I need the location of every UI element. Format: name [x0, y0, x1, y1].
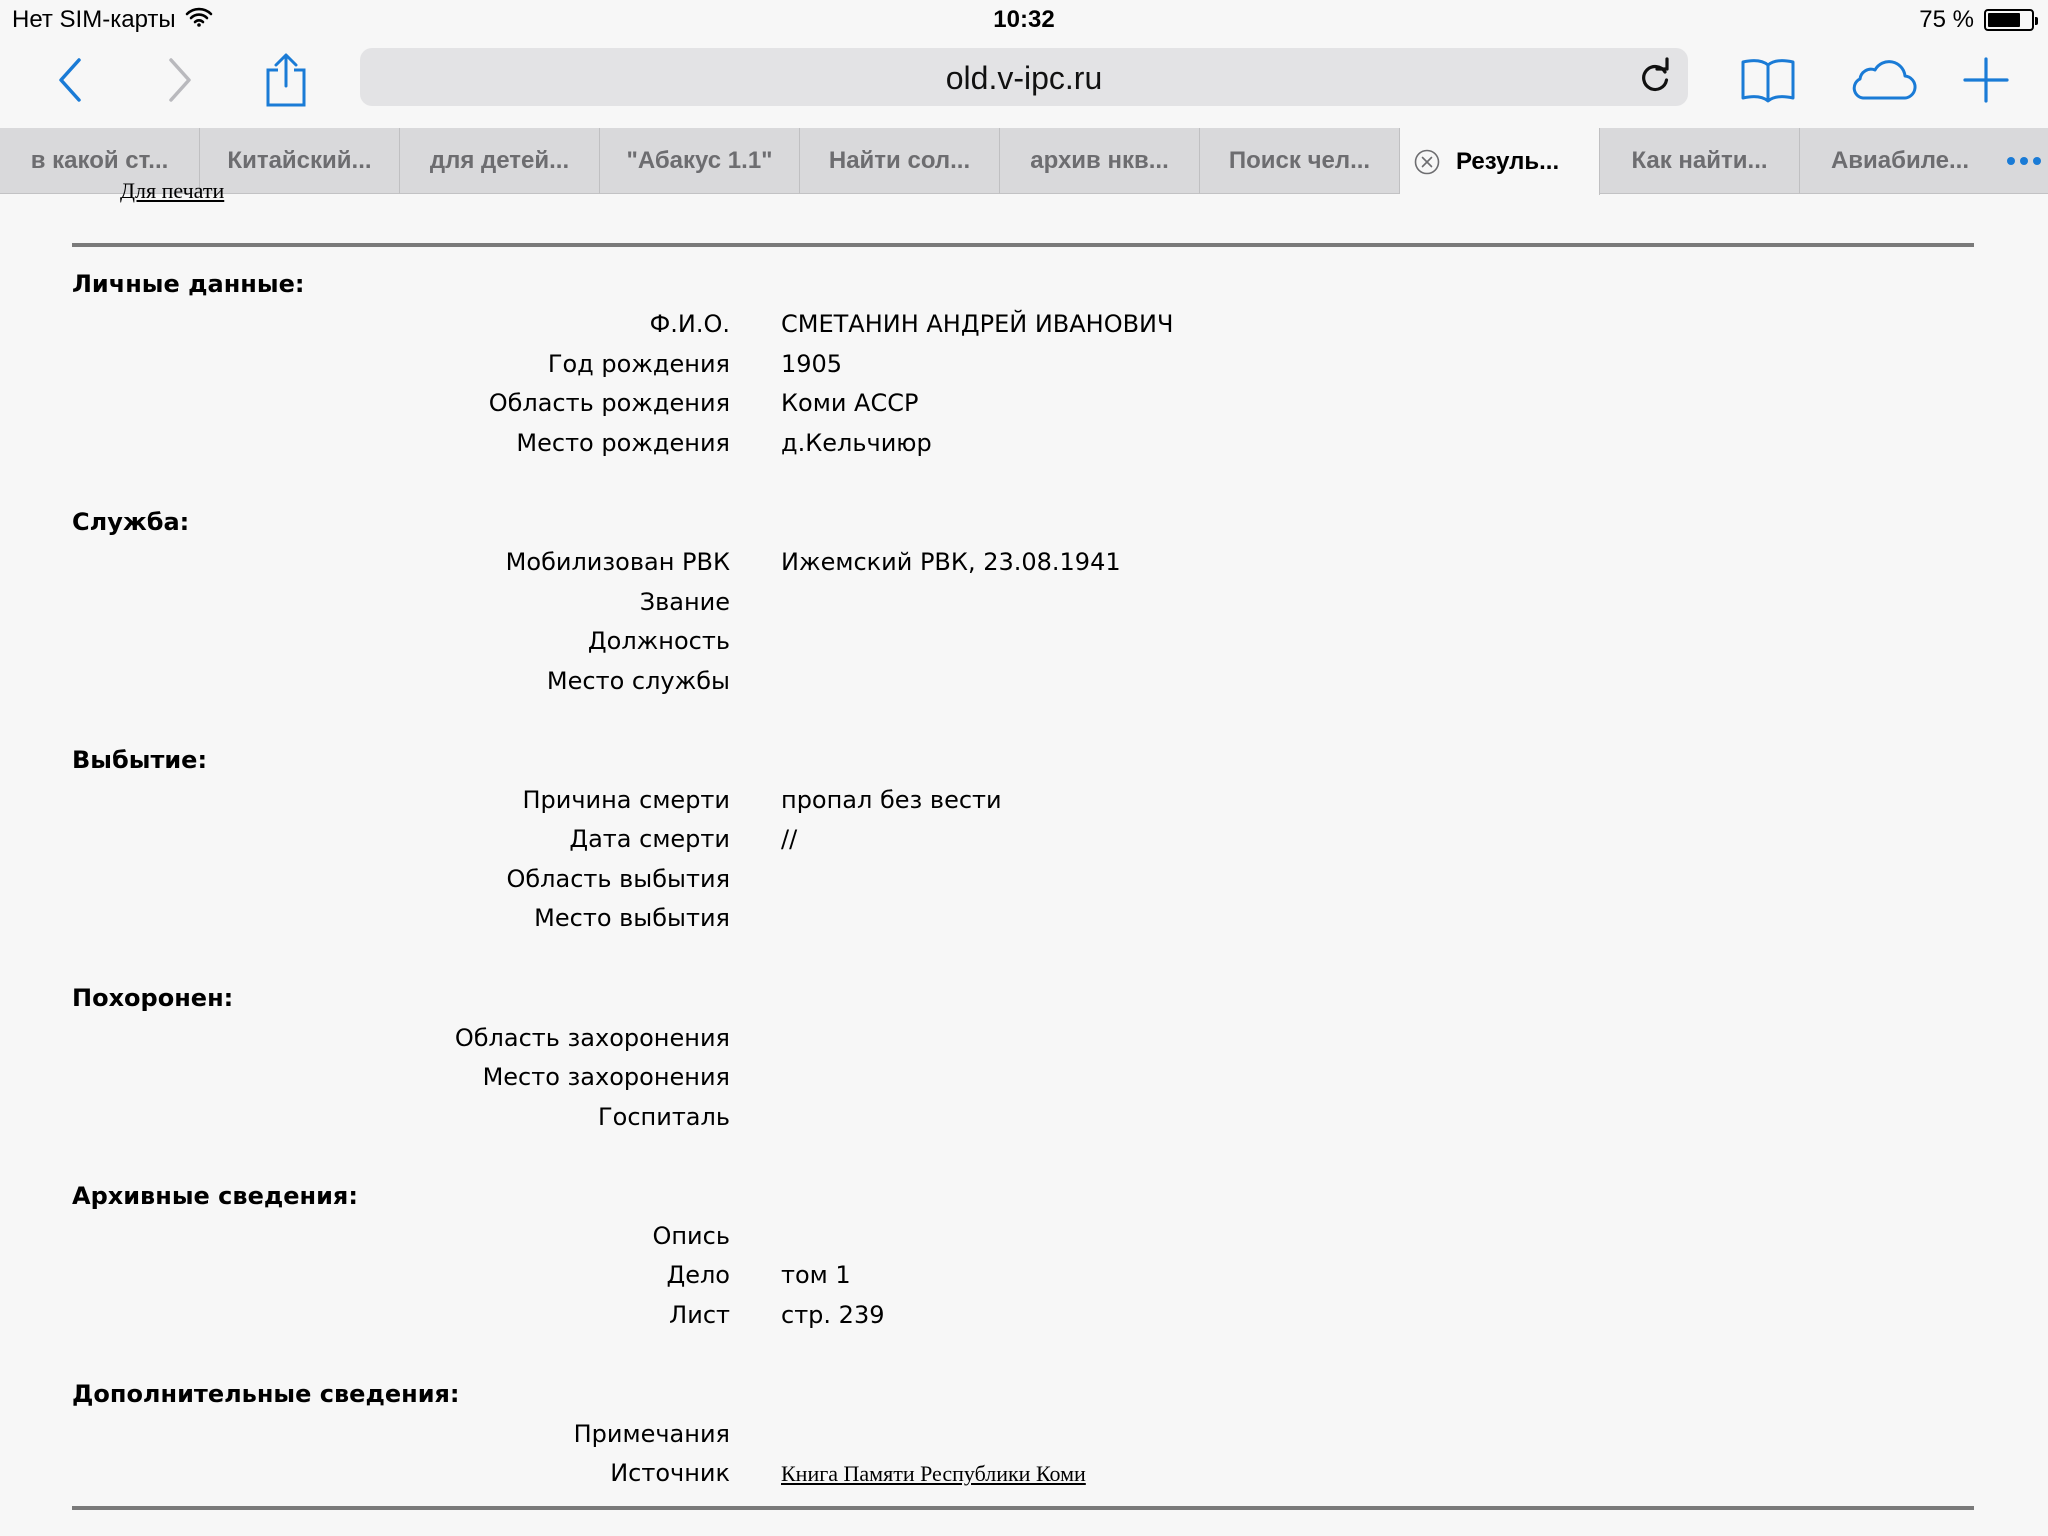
battery-icon: [1984, 9, 2034, 31]
status-time: 10:32: [993, 6, 1055, 33]
tab-label: "Абакус 1.1": [626, 147, 773, 174]
tab-label: Китайский...: [227, 147, 372, 174]
tab-3[interactable]: [600, 128, 800, 194]
field-value-sheet: стр. 239: [781, 1301, 885, 1329]
field-value-death-date: //: [781, 825, 798, 853]
field-value-birth-region: Коми АССР: [781, 389, 919, 417]
carrier-label: Нет SIM-карты: [12, 6, 176, 33]
field-label-service-place: Место службы: [546, 667, 730, 695]
field-value-birth-place: д.Кельчиюр: [781, 429, 932, 457]
browser-toolbar: [0, 40, 2048, 128]
address-bar[interactable]: [360, 48, 1688, 106]
field-label-notes: Примечания: [573, 1420, 730, 1448]
battery-level: [1988, 13, 2020, 27]
back-icon[interactable]: [40, 50, 100, 110]
section-personal-title: Личные данные:: [72, 270, 305, 298]
tab-label: архив нкв...: [1030, 147, 1169, 174]
field-label-burial-region: Область захоронения: [454, 1024, 730, 1052]
share-icon[interactable]: [256, 50, 316, 110]
tab-5[interactable]: [1000, 128, 1200, 194]
forward-icon[interactable]: [150, 50, 210, 110]
field-value-mobilized: Ижемский РВК, 23.08.1941: [781, 548, 1121, 576]
field-label-fio: Ф.И.О.: [649, 310, 730, 338]
field-label-birth-year: Год рождения: [547, 350, 730, 378]
tab-strip: [0, 128, 2048, 194]
status-right: [1919, 6, 2034, 34]
field-label-position: Должность: [587, 627, 730, 655]
field-label-sheet: Лист: [669, 1301, 730, 1329]
section-additional-title: Дополнительные сведения:: [72, 1380, 460, 1408]
field-value-fio: СМЕТАНИН АНДРЕЙ ИВАНОВИЧ: [781, 310, 1174, 338]
tab-label: Авиабиле...: [1830, 147, 1970, 174]
more-tabs-icon[interactable]: [2000, 128, 2048, 193]
field-label-birth-region: Область рождения: [488, 389, 730, 417]
field-value-death-cause: пропал без вести: [781, 786, 1002, 814]
bottom-divider: [72, 1506, 1974, 1510]
tab-label: Поиск чел...: [1228, 147, 1371, 174]
reload-icon[interactable]: [1636, 58, 1674, 96]
field-label-death-cause: Причина смерти: [522, 786, 730, 814]
field-label-mobilized: Мобилизован РВК: [505, 548, 730, 576]
tab-8[interactable]: [1600, 128, 1800, 194]
tab-1[interactable]: [200, 128, 400, 194]
field-label-case: Дело: [666, 1261, 730, 1289]
field-value-case: том 1: [781, 1261, 851, 1289]
battery-percent: 75 %: [1919, 6, 1974, 33]
url-text[interactable]: old.v-ipc.ru: [945, 60, 1103, 96]
page-content: [0, 178, 2048, 1536]
field-value-birth-year: 1905: [781, 350, 843, 378]
close-tab-icon[interactable]: [1414, 149, 1440, 175]
tab-2[interactable]: [400, 128, 600, 194]
new-tab-icon[interactable]: [1956, 50, 2016, 110]
tab-label: для детей...: [429, 147, 570, 174]
section-archive-title: Архивные сведения:: [72, 1182, 358, 1210]
icloud-tabs-icon[interactable]: [1846, 50, 1918, 110]
tab-label: Как найти...: [1631, 147, 1768, 174]
top-divider: [72, 243, 1974, 247]
field-label-departure-place: Место выбытия: [534, 904, 730, 932]
tab-4[interactable]: [800, 128, 1000, 194]
field-label-inventory: Опись: [652, 1222, 730, 1250]
field-label-rank: Звание: [639, 588, 730, 616]
tab-9[interactable]: [1800, 128, 2000, 194]
section-burial-title: Похоронен:: [72, 984, 234, 1012]
source-link[interactable]: Книга Памяти Республики Коми: [781, 1461, 1086, 1486]
field-label-burial-place: Место захоронения: [482, 1063, 730, 1091]
bookmarks-icon[interactable]: [1738, 50, 1798, 110]
field-label-departure-region: Область выбытия: [506, 865, 730, 893]
field-label-death-date: Дата смерти: [569, 825, 730, 853]
field-label-birth-place: Место рождения: [516, 429, 730, 457]
tab-label: в какой ст...: [30, 147, 169, 174]
tab-6[interactable]: [1200, 128, 1400, 194]
tab-label: Резуль...: [1456, 147, 1560, 175]
section-departure-title: Выбытие:: [72, 746, 208, 774]
tab-label: Найти сол...: [828, 147, 971, 174]
field-label-hospital: Госпиталь: [598, 1103, 730, 1131]
section-service-title: Служба:: [72, 508, 190, 536]
tab-active[interactable]: [1400, 128, 1600, 195]
field-value-source: [781, 1459, 1086, 1487]
print-link[interactable]: Для печати: [120, 178, 225, 203]
status-bar: [0, 0, 2048, 40]
field-label-source: Источник: [610, 1459, 730, 1487]
